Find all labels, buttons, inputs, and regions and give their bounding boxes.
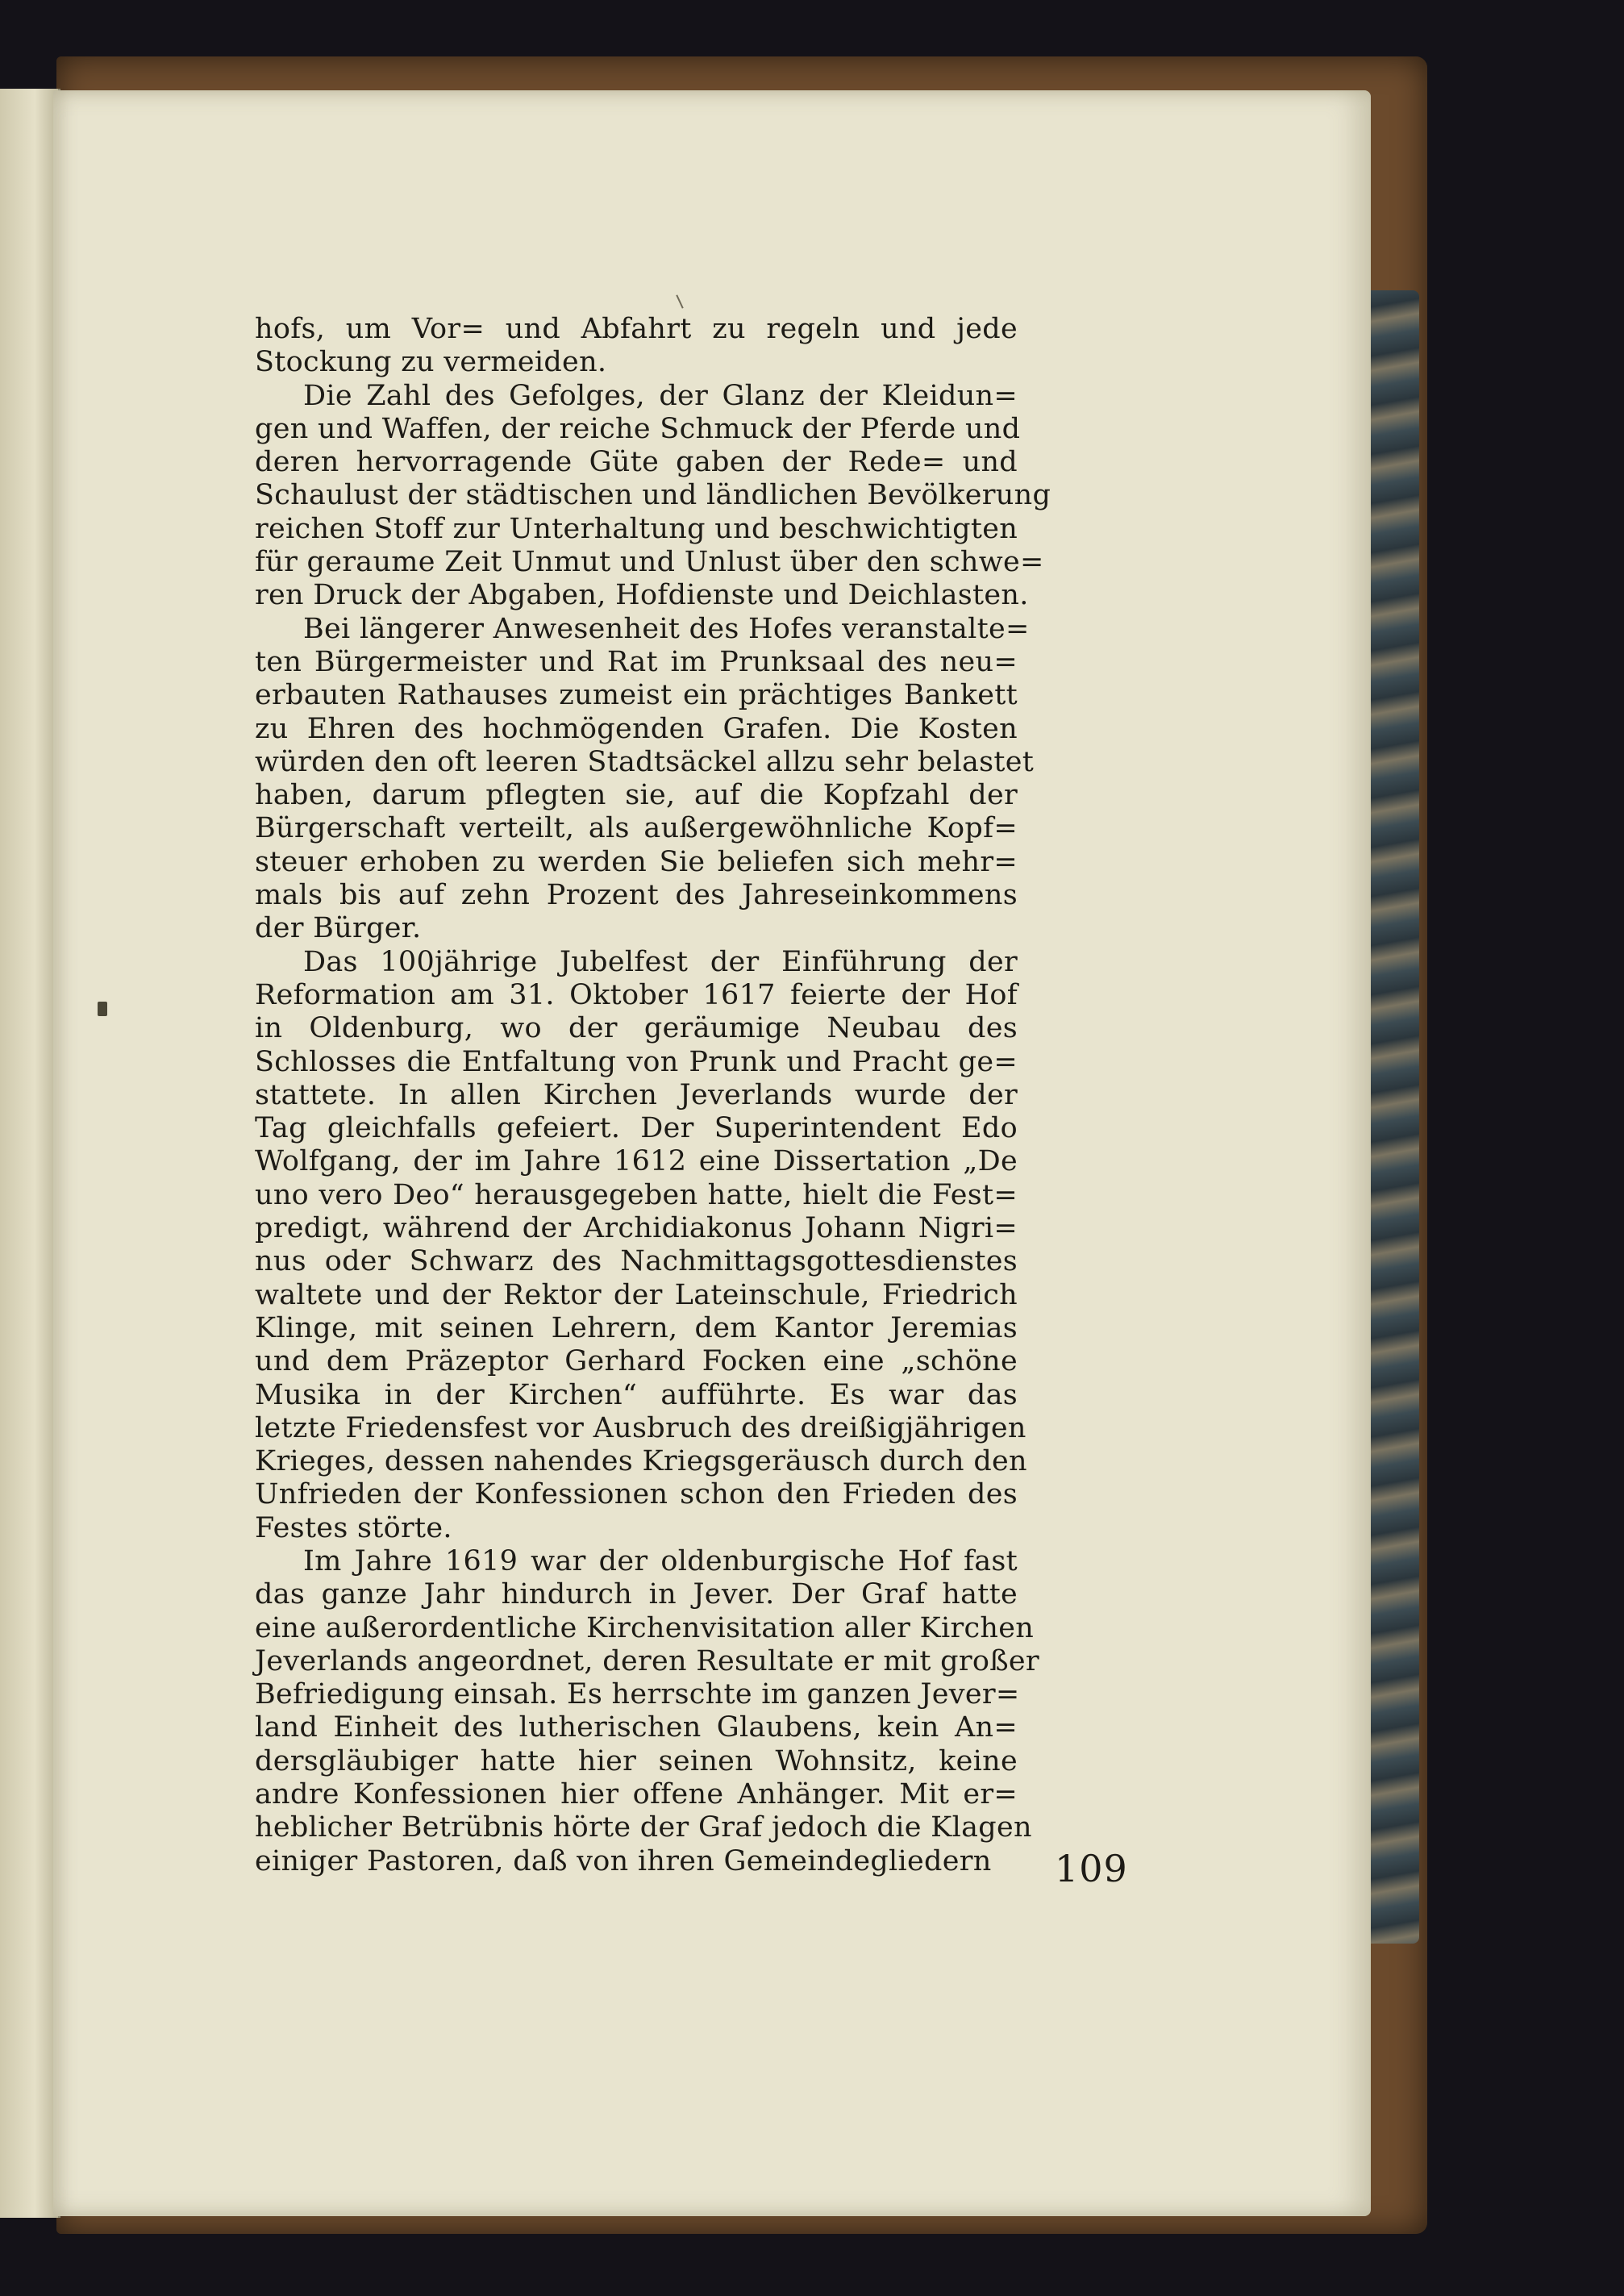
text-line: erbauten Rathauses zumeist ein prächtiges Bankett bbox=[255, 679, 1018, 712]
text-line: dersgläubiger hatte hier seinen Wohnsitz, keine bbox=[255, 1744, 1018, 1777]
text-line: predigt, während der Archidiakonus Johann Nigri= bbox=[255, 1212, 1018, 1245]
paragraph bbox=[255, 313, 1018, 380]
text-line: deren hervorragende Güte gaben der Rede= und bbox=[255, 446, 1018, 479]
text-line: Bei längerer Anwesenheit des Hofes veranstalte= bbox=[303, 612, 1030, 645]
page-number: 109 bbox=[1055, 1847, 1128, 1890]
text-line: Die Zahl des Gefolges, der Glanz der Kleidun= bbox=[303, 379, 1018, 412]
text-line: hofs, um Vor= und Abfahrt zu regeln und jede bbox=[255, 313, 1018, 345]
text-line: Festes störte. bbox=[255, 1511, 452, 1544]
text-line: ren Druck der Abgaben, Hofdienste und Deichlasten. bbox=[255, 579, 1029, 612]
text-line: und dem Präzeptor Gerhard Focken eine „schöne bbox=[255, 1345, 1018, 1378]
text-line: reichen Stoff zur Unterhaltung und beschwichtigten bbox=[255, 512, 1018, 545]
text-line: haben, darum pflegten sie, auf die Kopfzahl der bbox=[255, 779, 1018, 812]
text-line: Musika in der Kirchen“ aufführte. Es war das bbox=[255, 1378, 1018, 1411]
binding-mark bbox=[98, 1002, 107, 1016]
text-line: Schaulust der städtischen und ländlichen Bevölkerung bbox=[255, 479, 1051, 512]
paragraph bbox=[255, 945, 1027, 1545]
text-line: Klinge, mit seinen Lehrern, dem Kantor Jeremias bbox=[255, 1311, 1018, 1344]
paragraph bbox=[255, 1544, 1039, 1878]
text-line: uno vero Deo“ herausgegeben hatte, hielt die Fest= bbox=[255, 1178, 1018, 1211]
text-line: nus oder Schwarz des Nachmittagsgottesdienstes bbox=[255, 1245, 1018, 1278]
text-line: Tag gleichfalls gefeiert. Der Superintendent Edo bbox=[255, 1112, 1018, 1145]
text-line: der Bürger. bbox=[255, 912, 422, 945]
text-line: für geraume Zeit Unmut und Unlust über den schwe= bbox=[255, 546, 1044, 579]
text-line: zu Ehren des hochmögenden Grafen. Die Kosten bbox=[255, 712, 1018, 745]
page-body-text bbox=[255, 313, 1051, 1878]
text-line: mals bis auf zehn Prozent des Jahreseinkommens bbox=[255, 879, 1018, 912]
text-line: land Einheit des lutherischen Glaubens, kein An= bbox=[255, 1711, 1018, 1744]
text-line: waltete und der Rektor der Lateinschule, Friedrich bbox=[255, 1278, 1018, 1311]
text-line: stattete. In allen Kirchen Jeverlands wurde der bbox=[255, 1078, 1018, 1111]
text-line: Reformation am 31. Oktober 1617 feierte der Hof bbox=[255, 978, 1018, 1011]
text-line: Schlosses die Entfaltung von Prunk und Pracht ge= bbox=[255, 1045, 1018, 1078]
text-line: Das 100jährige Jubelfest der Einführung der bbox=[303, 945, 1018, 978]
text-line: einiger Pastoren, daß von ihren Gemeindegliedern bbox=[255, 1844, 992, 1877]
facing-page-edge bbox=[0, 89, 60, 2218]
text-line: Unfrieden der Konfessionen schon den Frieden des bbox=[255, 1478, 1018, 1511]
text-line: Befriedigung einsah. Es herrschte im ganzen Jever= bbox=[255, 1678, 1020, 1711]
text-line: steuer erhoben zu werden Sie beliefen sich mehr= bbox=[255, 845, 1018, 878]
text-line: Jeverlands angeordnet, deren Resultate er mit großer bbox=[255, 1644, 1039, 1677]
paragraph bbox=[255, 379, 1051, 613]
text-line: letzte Friedensfest vor Ausbruch des dreißigjährigen bbox=[255, 1411, 1026, 1444]
text-line: Krieges, dessen nahendes Kriegsgeräusch durch den bbox=[255, 1445, 1027, 1478]
text-line: Stockung zu vermeiden. bbox=[255, 346, 607, 379]
text-line: Bürgerschaft verteilt, als außergewöhnliche Kopf= bbox=[255, 812, 1018, 845]
text-line: heblicher Betrübnis hörte der Graf jedoch die Klagen bbox=[255, 1811, 1032, 1844]
text-line: das ganze Jahr hindurch in Jever. Der Graf hatte bbox=[255, 1578, 1018, 1611]
text-line: gen und Waffen, der reiche Schmuck der Pferde und bbox=[255, 412, 1021, 445]
text-line: ten Bürgermeister und Rat im Prunksaal des neu= bbox=[255, 645, 1018, 678]
text-line: andre Konfessionen hier offene Anhänger. Mit er= bbox=[255, 1778, 1018, 1811]
text-line: in Oldenburg, wo der geräumige Neubau des bbox=[255, 1012, 1018, 1045]
text-line: würden den oft leeren Stadtsäckel allzu sehr belastet bbox=[255, 745, 1035, 778]
text-line: Wolfgang, der im Jahre 1612 eine Dissertation „De bbox=[255, 1145, 1018, 1178]
text-line: eine außerordentliche Kirchenvisitation aller Kirchen bbox=[255, 1611, 1035, 1644]
paragraph bbox=[255, 612, 1035, 946]
cover-marble-edge bbox=[1363, 290, 1419, 1944]
text-line: Im Jahre 1619 war der oldenburgische Hof fast bbox=[303, 1544, 1018, 1577]
